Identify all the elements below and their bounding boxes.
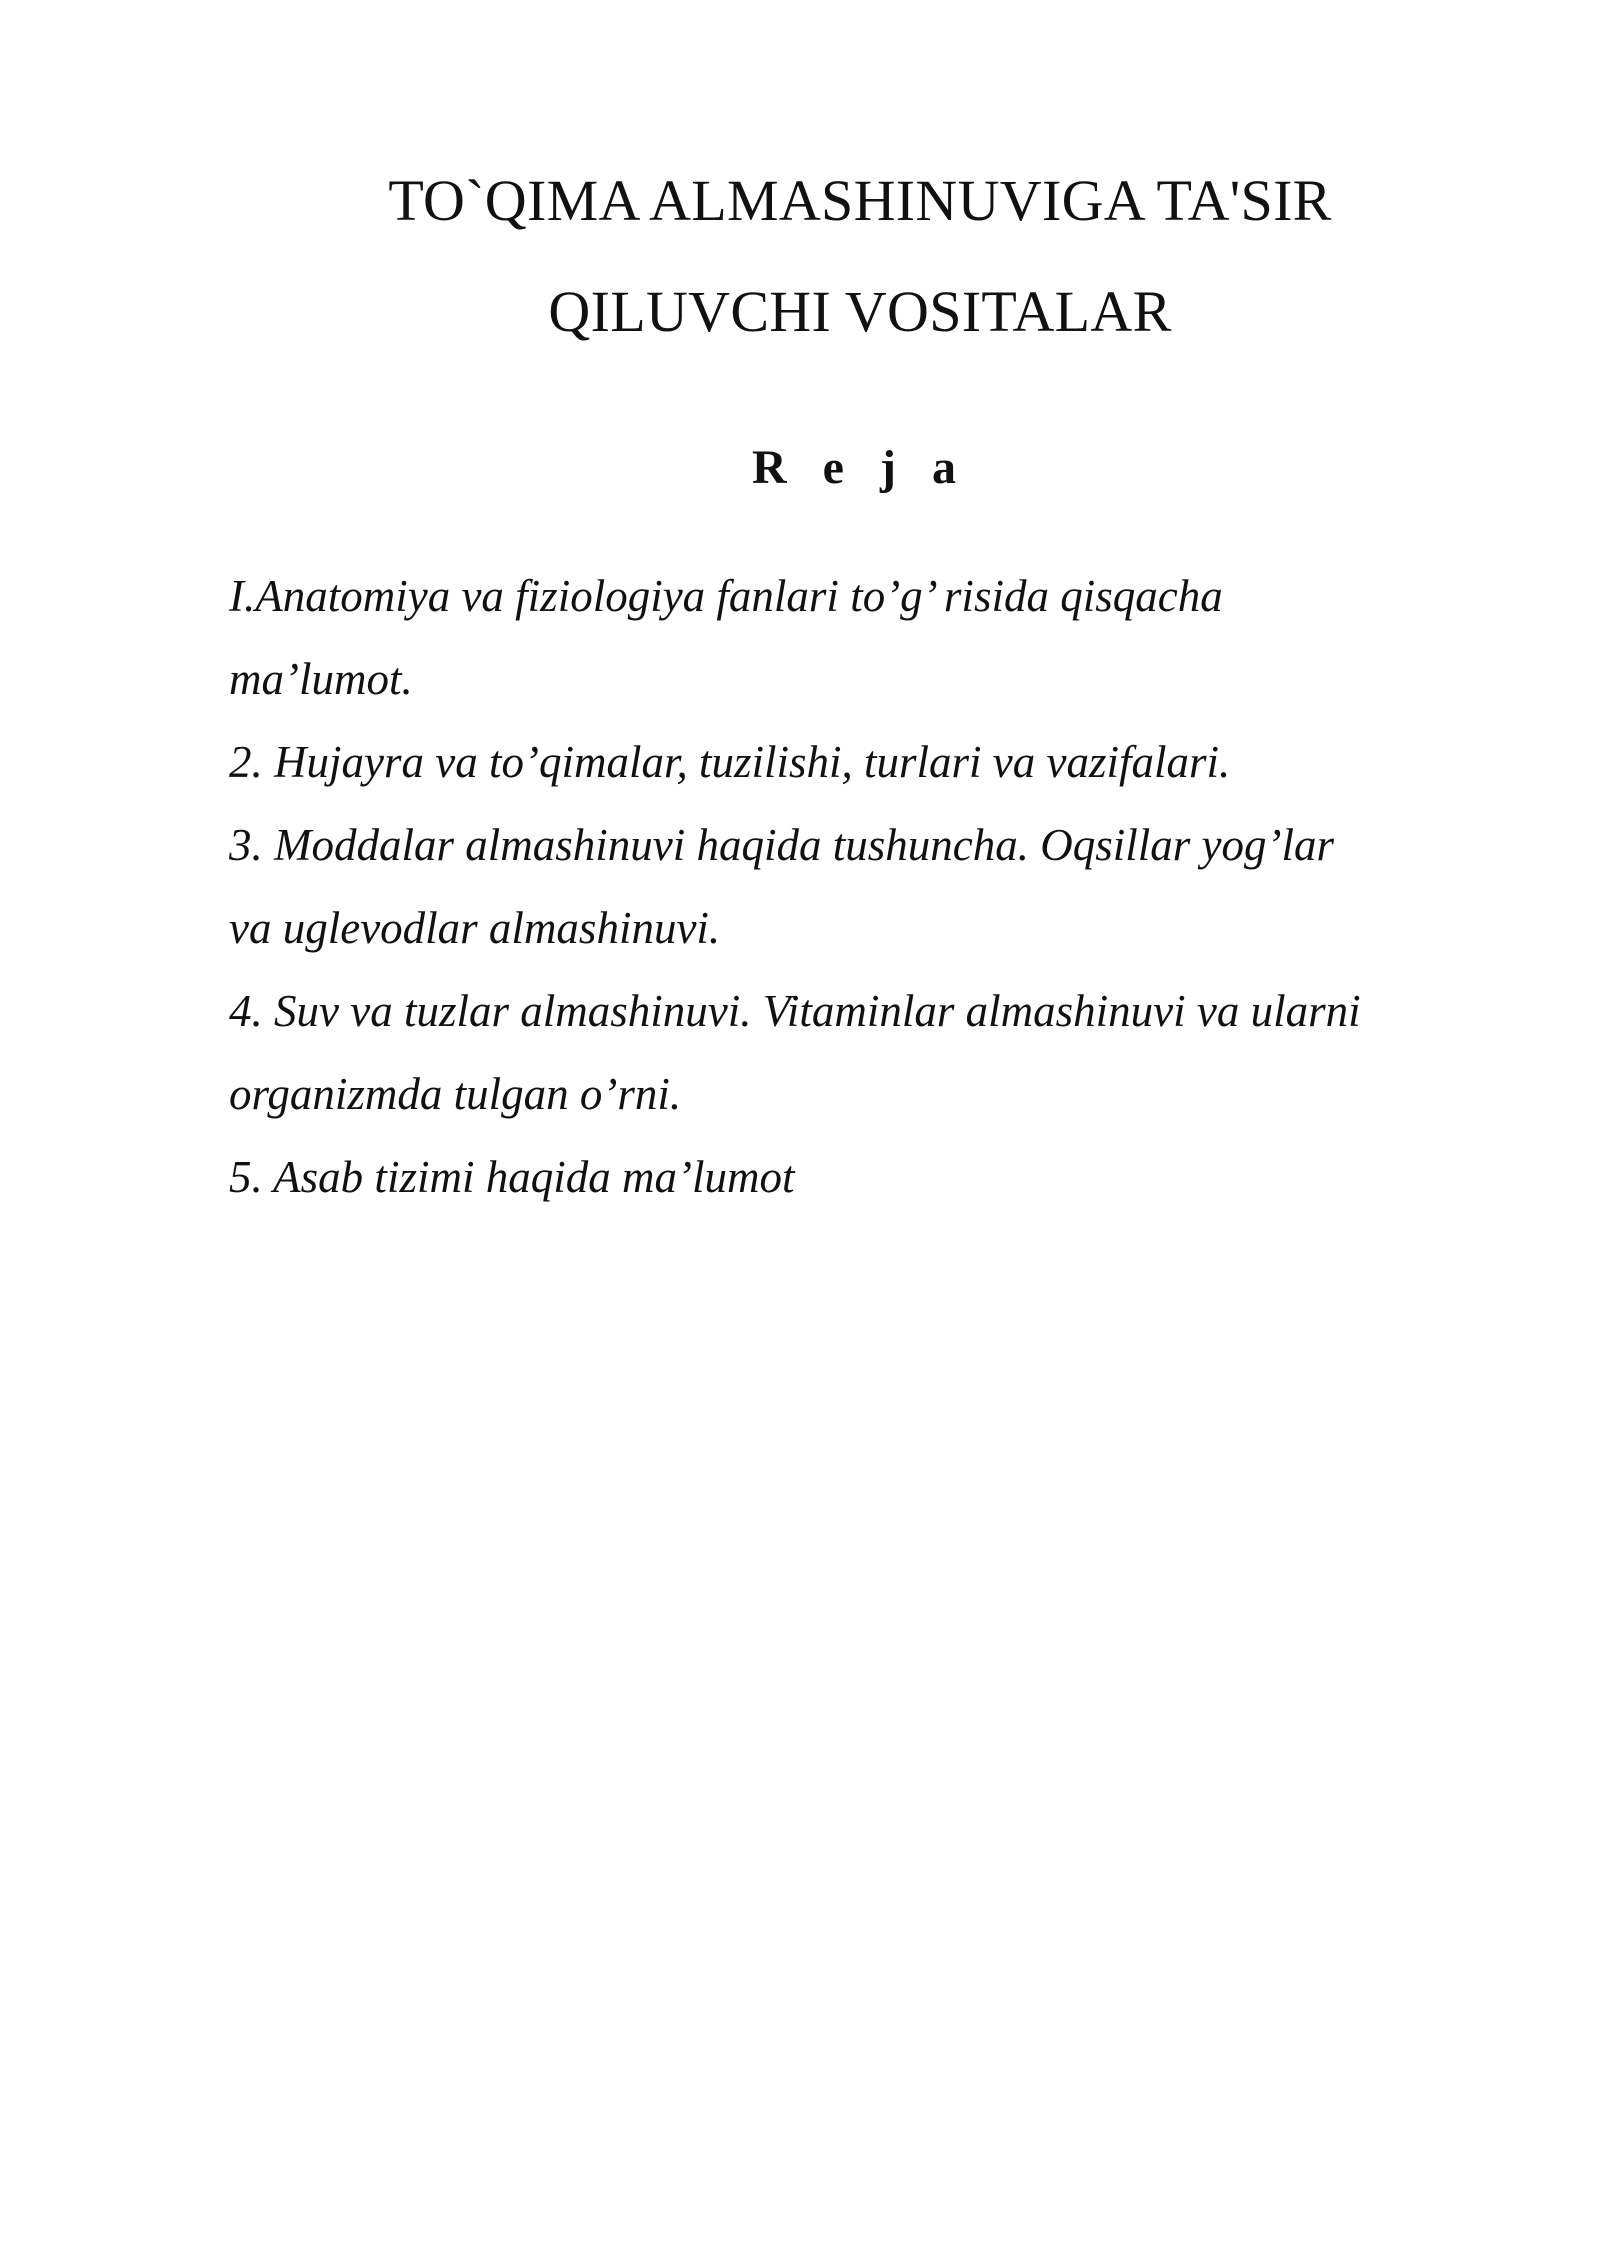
plan-line: 5. Asab tizimi haqida ma’lumot xyxy=(229,1152,795,1202)
plan-line: 3. Moddalar almashinuvi haqida tushuncha. Oqsillar yog’lar xyxy=(229,820,1334,870)
plan-line: 2. Hujayra va to’qimalar, tuzilishi, turlari va vazifalari. xyxy=(229,737,1231,787)
title-line-1: TO`QIMA ALMASHINUVIGA TA'SIR xyxy=(388,168,1332,233)
plan-line: I.Anatomiya va fiziologiya fanlari to’g’ risida qisqacha xyxy=(229,571,1223,621)
plan-list xyxy=(229,555,1489,1219)
plan-line: 4. Suv va tuzlar almashinuvi. Vitaminlar almashinuvi va ularni xyxy=(229,986,1361,1036)
plan-line: ma’lumot. xyxy=(229,654,413,704)
plan-line: organizmda tulgan o’rni. xyxy=(229,1069,682,1119)
title-line-2: QILUVCHI VOSITALAR xyxy=(548,279,1172,344)
document-title xyxy=(230,145,1490,367)
plan-heading: R e j a xyxy=(752,441,968,494)
plan-line: va uglevodlar almashinuvi. xyxy=(229,903,721,953)
